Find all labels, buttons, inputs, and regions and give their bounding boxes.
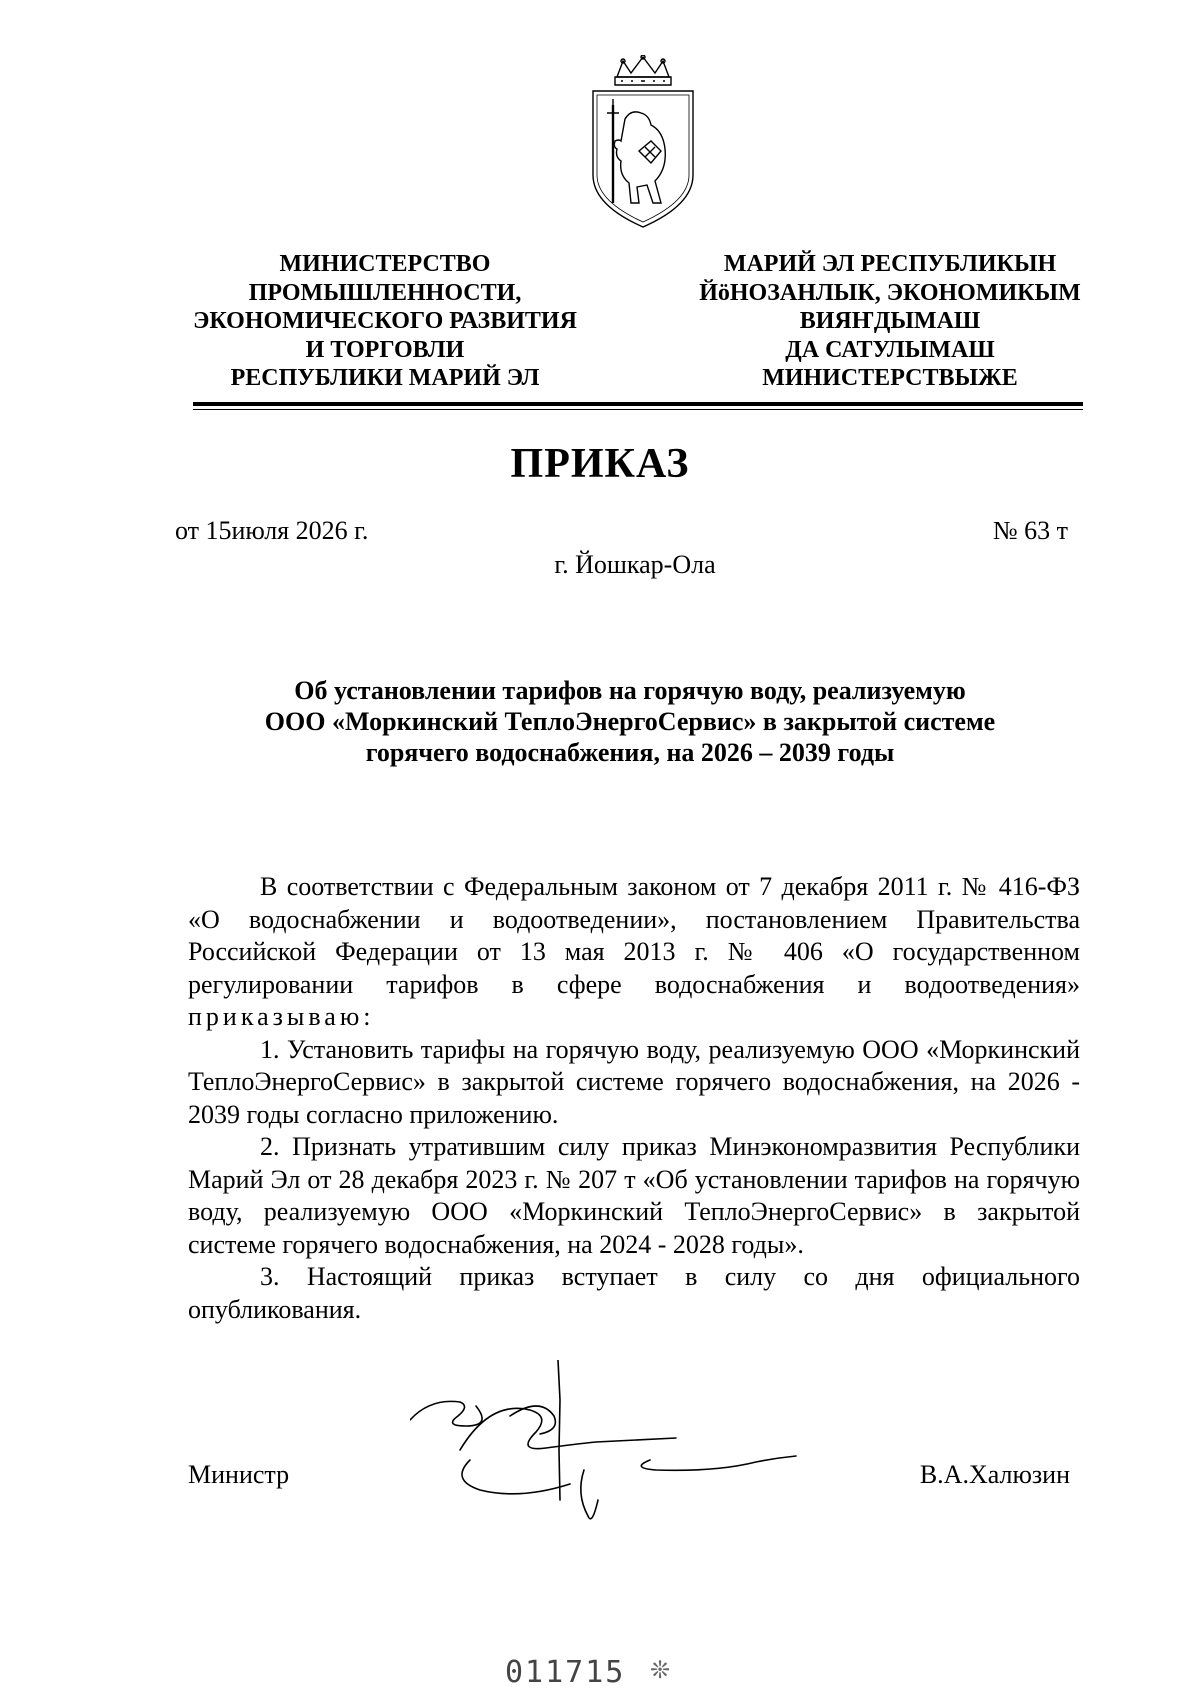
header-right-line: МАРИЙ ЭЛ РЕСПУБЛИКЫН [723,251,1057,277]
header-divider-thin [193,409,1083,410]
header-right-line: ВИЯҤДЫМАШ [799,308,981,334]
ministry-name-mari [660,250,1120,393]
preamble-text: В соответствии с Федеральным законом от 7 декабря 2011 г. № 416-ФЗ «О водоснабжении и водоотведении», постановлением Правительства Российской Федерации от 13 мая 2013 г. № 406 «О государственном регулировании тарифов в сфере водоснабжения и водоотведения» [188,872,1080,999]
serial-ornament: ❊ [650,1658,671,1684]
title-line: Об установлении тарифов на горячую воду, реализуемую [294,676,966,705]
order-item: 3. Настоящий приказ вступает в силу со дня официального опубликования. [188,1262,1080,1324]
order-item: 1. Установить тарифы на горячую воду, реализуемую ООО «Моркинский ТеплоЭнергоСервис» в закрытой системе горячего водоснабжения, на 2026 - 2039 годы согласно приложению. [188,1034,1080,1129]
header-left-line: ЭКОНОМИЧЕСКОГО РАЗВИТИЯ [193,308,577,334]
header-left-line: ПРОМЫШЛЕННОСТИ, [248,279,522,306]
signer-title: Министр [188,1460,290,1489]
signer-name: В.А.Халюзин [919,1460,1070,1489]
title-line: горячего водоснабжения, на 2026 – 2039 годы [365,738,895,767]
ministry-name-russian [160,250,610,393]
document-number: № 63 т [992,516,1068,545]
handwritten-signature [410,1360,830,1550]
header-left-line: МИНИСТЕРСТВО [279,251,491,277]
header-right-line: ЙӧНОЗАНЛЫК, ЭКОНОМИКЫМ [699,279,1081,306]
header-right-line: ДА САТУЛЫМАШ [785,336,995,363]
coat-of-arms-emblem [587,55,699,230]
preamble-paragraph [188,871,1080,1034]
document-body [188,871,1080,1326]
header-left-line: РЕСПУБЛИКИ МАРИЙ ЭЛ [230,365,540,391]
title-line: ООО «Моркинский ТеплоЭнергоСервис» в закрытой системе [264,707,996,736]
document-title [200,675,1060,768]
order-item: 2. Признать утратившим силу приказ Минэкономразвития Республики Марий Эл от 28 декабря 2023 г. № 207 т «Об установлении тарифов на горячую воду, реализуемую ООО «Моркинский ТеплоЭнергоСервис» в закрытой системе горячего водоснабжения, на 2024 - 2028 годы». [188,1132,1080,1259]
header-divider-thick [193,402,1083,406]
form-serial-number: 011715 [505,1655,626,1690]
document-date: от 15июля 2026 г. [175,516,369,545]
header-right-line: МИНИСТЕРСТВЫЖЕ [762,365,1018,391]
order-word: приказываю: [188,1002,375,1031]
document-city: г. Йошкар-Ола [554,550,716,579]
header-left-line: И ТОРГОВЛИ [305,336,465,363]
document-type-heading: ПРИКАЗ [510,441,690,487]
